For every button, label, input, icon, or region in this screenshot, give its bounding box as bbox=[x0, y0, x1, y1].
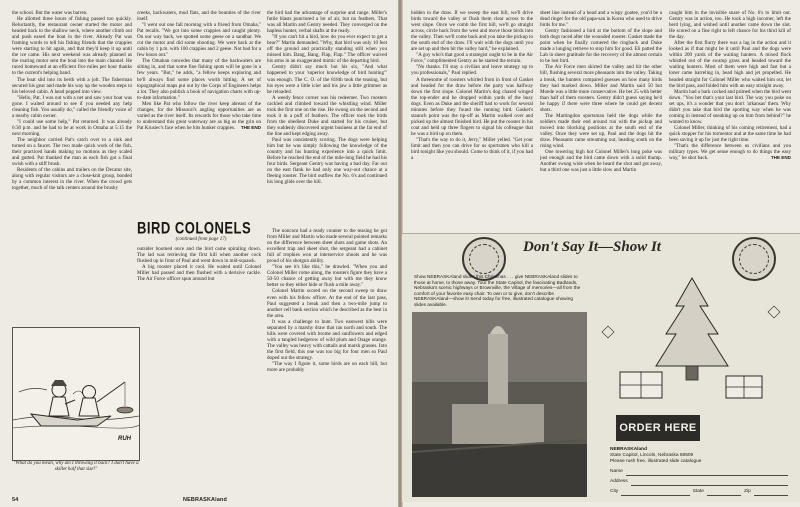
right-column-2 bbox=[540, 10, 662, 230]
paragraph: Martin had a bark cocked and primed when the bird went down. "You bet that's your last bird. The way you poke on set ups, it's a wonder that you don't 'arkansas' them. Why didn't you take that bird the sporting way when he was coming in instead of sneaking up on him from behind?" he wanted to know. bbox=[669, 88, 791, 125]
right-column-3 bbox=[669, 10, 791, 230]
right-column-1 bbox=[411, 10, 533, 230]
name-field[interactable] bbox=[626, 469, 788, 476]
cartoonist-signature: RUH bbox=[118, 436, 131, 442]
paragraph: the bird had the advantage of surprise and range. Miller's futile blasts punctured a lot of air, but no feathers. That was all Martin and Gentry needed. They converged on the hapless hunter, verbal shafts at the ready. bbox=[267, 10, 387, 35]
paragraph: The Martingdon sportsman held the dogs while the soldiers made their end around run with the pickup and moved into blocking positions at the south end of the valley. Once they were set up, Paul and the dogs hit the draw. Pheasants came streaming out, heading south on the rising wind. bbox=[540, 112, 662, 150]
article-headline: BIRD COLONELS bbox=[137, 218, 252, 238]
slides-advertisement bbox=[402, 233, 800, 502]
zip-label: Zip bbox=[744, 488, 751, 494]
left-column-1 bbox=[12, 10, 132, 323]
order-form bbox=[610, 447, 788, 499]
paragraph: A threesome of roosters whirled from in front of Gasket and headed for the draw before the party was halfway down the first slope. Colonel Martin's dog chased winged the top-ender and he dropped within yards of the busy dogs. Even as Duke and the sheriff had to work for several minutes before they found the running bird. Gasket's staunch point was the tip-off as Martin walked over and picked up the almost finished bird. He put the rooster in his coat and held up three fingers to signal his colleague that he was a bird up on them. bbox=[411, 76, 533, 137]
paragraph: "That's the way to do it, Jerry," Miller yelled. "Get your limit and then you can drive for us sportsmen who kill a bird tonight like you should. Come to think of it, if you had a bbox=[411, 136, 533, 162]
end-mark: THE END bbox=[770, 155, 791, 161]
magazine-name-folio: NEBRASKAland bbox=[183, 497, 228, 503]
paragraph: the school. But the water was barren. bbox=[12, 10, 88, 16]
paragraph: "The way I figure it, some birds are on each hill, but more are probably bbox=[267, 361, 387, 374]
paragraph: "I went out one fall morning with a friend from Omaha," Pat recalls. "We got into some crappies and caught plenty. On our way back, we spotted some geese on a sandbar. We cut the motor and did some shooting. We were back at the cabin by 1 p.m. with 100 crappies and 2 geese. Not bad for a few hours out." bbox=[137, 22, 261, 59]
ad-headline: Don't Say It—Show It bbox=[523, 239, 661, 255]
address-field[interactable] bbox=[631, 479, 788, 486]
left-column-3 bbox=[267, 10, 387, 223]
paragraph: sheet line instead of a head and a wispy goatee, you'd be a dead ringer for the old papa-san in Korea who used to drive birds for me." bbox=[540, 10, 662, 29]
paragraph: The noncom had a ready counter to the teasing he got from Miller and Martin who made several pointed remarks on the difference between sheet shots and game shots. An excellent trap and skeet shot, the sergeant had a cabinet full of trophies won at interservice shoots and he was proud of his shotgun ability. bbox=[267, 228, 387, 265]
paragraph-text: "That's the difference between us civilians and you military types. We get sense enough to do things the easy way," he shot back. bbox=[669, 143, 791, 162]
paragraph: Paul was consistently scoring. The dogs were helping him but he was simply following the knowledge of the country and his hunting experience into a quick limit. Before he reached the end of the mile-long field he had his four birds. Sergeant Gentry was having a bad day. Far out on the east flank he had only one way-out chance at a fleeing rooster. The bird outflew the No. 6's and continued his long glide over the hill. bbox=[267, 136, 387, 186]
paragraph: Colonel Miller, thinking of his coming retirement, had a quick stopper for his tormentor and at the same time he had been saving it up for just the right time. bbox=[669, 124, 791, 143]
name-label: Name bbox=[610, 468, 623, 474]
paragraph: The boat slid into its berth with a jolt. The fisherman secured his gear and made his way up the wooden steps to his beloved cabin. A head popped into view. bbox=[12, 76, 132, 95]
christmas-tree-illustration bbox=[592, 272, 792, 407]
page-number-left: 54 bbox=[12, 497, 19, 503]
paragraph: "You see it's like this," he drawled. "When you and Colonel Miller come along, the roosters figure they have a 50-50 chance of getting away but with me they know better so they either hide or flush a mile away." bbox=[267, 264, 387, 289]
paragraph: "A guy who's that good a strategist ought to be in the Air Force," complimented Gentry as he started the terrain. bbox=[411, 52, 533, 65]
form-instruction: Please rush free, illustrated slide catalogue bbox=[610, 459, 702, 465]
paragraph: After the first flurry there was a lag in the action and it looked as if that might be it until Paul and the dogs were within 200 yards of the waiting hunters. A mixed flock whistled out of the swamp grass and headed toward the waiting hunters. Most of them were high and fast but a loner came barreling in, head high and jet propelled. He headed straight for Colonel Miller who waited him out, let the bird pass, and folded him with an easy straight away. bbox=[669, 40, 791, 89]
paragraph: It was a challenge to hunt. Two eastwest hills were separated by a marshy draw that ran north and south. The hills were covered with brome and sunflowers and edged with a tangled hedgerow of wild plum and Osage orange. The valley was heavy with cattails and marsh grasses. Into the first field, this one was too big for four men so Paul doped out the strategy. bbox=[267, 318, 387, 361]
paragraph: Gentry didn't say much but his six, "And what happened to your 'superior knowledge of bird hunting'" was enough. The C. O. of the 818th took the teasing, but his eyes were a little icier and his jaw a little grimmer as he reloaded. bbox=[267, 64, 387, 95]
paragraph: A big rooster placed it cool. He waited until Colonel Miller had passed and then flushed with a derisive cackle. The Air Force officer spun around but bbox=[137, 264, 261, 283]
city-field[interactable] bbox=[621, 489, 689, 496]
address-row bbox=[610, 479, 788, 489]
paragraph: A weedy fence corner was his redeemer. Two roosters cackled and climbed toward the whistling wind. Miller took the first one on the rise. He swung on the second and took it in a puff of feathers. The officer took the birds from the obedient Duke and started for his cruiser, but they suddenly discovered urgent business at the far end of the line and kept edging away. bbox=[267, 94, 387, 137]
paragraph: He allotted three hours of fishing passed too quickly. Reluctantly, the restaurant owner started the motor and headed back to the shallow neck, where another climb out and push eased the boat in the river. Already Pat was framing words to tell his fishing friends that the crappies were starting to hit again, and that they'd keep it up until the ice came. His next weekend was already planned as the roaring motor sent the boat into the main channel. He raced homeward at an efficient five miles per hour thanks to the current's helping hand. bbox=[12, 16, 132, 77]
end-mark: THE END bbox=[240, 124, 261, 130]
paragraph: "No thanks. I'll stay a civilian and leave strategy up to you professionals," Paul replied. bbox=[411, 64, 533, 77]
capitol-building-image bbox=[412, 312, 587, 497]
city-label: City bbox=[610, 488, 619, 494]
paragraph bbox=[669, 143, 791, 161]
city-row bbox=[610, 489, 788, 499]
left-column-4 bbox=[267, 228, 387, 496]
left-page bbox=[0, 0, 399, 507]
address-label: Address bbox=[610, 478, 628, 484]
form-organization: NEBRASKAland bbox=[610, 447, 648, 452]
paragraph: "Hello, Pat. I was out with a net and saw your boat was gone. I waited around to see if you needed any help cleaning fish. You usually do," called the friendly voice of a nearby cabin owner. bbox=[12, 94, 132, 119]
paragraph: creeks, backwaters, mud flats, and the bounties of the river itself. bbox=[137, 10, 261, 23]
paragraph: "I could use some help," Pat returned. It was already 6:30 p.m. and he had to be at work in Omaha at 5:15 the next morning. bbox=[12, 118, 132, 137]
paragraph: Residents of the cabins and trailers on the Decatur site, along with regular visitors are a close-knit group, bonded by a common interest in the river. When the crowd gets together, much of the talk centers around the brushy bbox=[12, 167, 132, 192]
left-column-3a bbox=[137, 246, 261, 320]
paragraph: hidden in the draw. If we sweep the east hill, we'll drive birds toward the valley or flush them clear across to the west slope. Once we comb the first hill, we'll go straight across, circle back from the west and move those birds into the valley. Then we'll come back and you take the pickup to the south end of the draw. I'll wait with the dogs until you are set up and then hit the valley hard," he explained. bbox=[411, 10, 533, 53]
paragraph: Gentry fashioned a bird at the bottom of the slope and both dogs raced after the wounded rooster. Gasket made the point when he finally cornered the ringback and Duke made a lunging retrieve to stop him for good. Eli patted the Lab in sheer gratitude for the recovery of the almost certain to be lost bird. bbox=[540, 28, 662, 65]
paragraph: One towering high hot Colonel Miller's long poke was just enough and the bird came down with a solid thump. Another swung wide when he heard the shot and got away, but a third one was just a little slow and Martin bbox=[540, 149, 662, 174]
left-column-2 bbox=[137, 10, 261, 210]
fishing-cartoon bbox=[12, 327, 140, 461]
paragraph-text: Men like Pat who follow the river keep abreast of the changes, for the Missouri's angling opportunities are as varied as the river itself. Its rewards for those who take time to understand this great waterway are as big as the grin on Pat Krusiec's face when he hits hunker crappies. bbox=[137, 100, 261, 131]
order-here-button[interactable]: ORDER HERE bbox=[616, 415, 700, 441]
continued-note: (continued from page 17) bbox=[175, 237, 227, 242]
ad-body-text: Show NEBRASKAland slides this Christmas . . . give NEBRASKAland slides to those at home, to those away. Tour the State Capitol, the fascinating Badlands, Nebraska's scenic highways or Brownville, the Village of memories—all from the comfort of your favorite easy chair. To own or to give, don't describe NEBRASKAland—show it! Send today for free, illustrated catalogue showing slides available. bbox=[414, 274, 581, 307]
paragraph: The Air Force men skirted the valley and hit the other hill, flushing several more pheasants into the valley. Taking a break, the hunters compared guesses on how many birds they had marked down. Miller and Martin said 50 but Moede was a little more conservative. He bet 25 with better than half of them roosters. Gentry didn't guess saying he'd be happy if there were three where he could get decent shots. bbox=[540, 64, 662, 113]
state-capitol-photo bbox=[412, 312, 587, 497]
paragraph: The Omahan concedes that many of the backwaters are silting in, and that some fine fishing spots will be gone in a few years. "But," he adds, "a fellow keeps exploring and he'll always find some places worth hitting. A set of topographical maps put out by the Corps of Engineers helps a lot. They also publish a book of navigation charts with up-to-date information." bbox=[137, 58, 261, 101]
paragraph: outsider boomed once and the bird came spiraling down. The lad was retrieving the first kill when another cock flushed up in front of Paul and went down in mid-squawk. bbox=[137, 246, 261, 265]
paragraph: caught him in the invisible snare of No. 6's to limit out. Gentry was in action, too. He took a high incomer, left the herd lying, and wished until another came down the slot. He scored on a fine right to left chance for his third kill of the day. bbox=[669, 10, 791, 41]
state-field[interactable] bbox=[707, 489, 741, 496]
paragraph: "If you can't hit a bird, how do you ever expect to get a bear?" Martin demanded. "Why, that bird was only 10 feet off the ground and practically standing still when you missed him. Bang, Bang, Flap, Flap." The officer waived his arms in an exaggerated mimic of the departing bird. bbox=[267, 34, 387, 65]
paragraph: Colonel Martin scored on the second sweep to draw even with his fellow officer. At the end of the last pass, Paul suggested a break and then a two-mile jump to another cell bank section which he described as the best in the area. bbox=[267, 288, 387, 319]
name-row bbox=[610, 469, 788, 479]
zip-field[interactable] bbox=[754, 489, 788, 496]
state-label: State bbox=[692, 488, 704, 494]
paragraph: The neighbor carried Pat's catch over to a sink and turned on a faucet. The two made quick work of the fish, their practiced hands making no motions as they scaled and gutted. Pat thanked the man as each fish got a final swish with a stiff brush. bbox=[12, 136, 132, 168]
cartoon-caption: "What do you mean, why am I throwing it back? I don't have a skillet half that size!" bbox=[13, 461, 139, 472]
form-address: State Capitol, Lincoln, Nebraska 68509 bbox=[610, 453, 694, 459]
paragraph bbox=[137, 101, 261, 131]
